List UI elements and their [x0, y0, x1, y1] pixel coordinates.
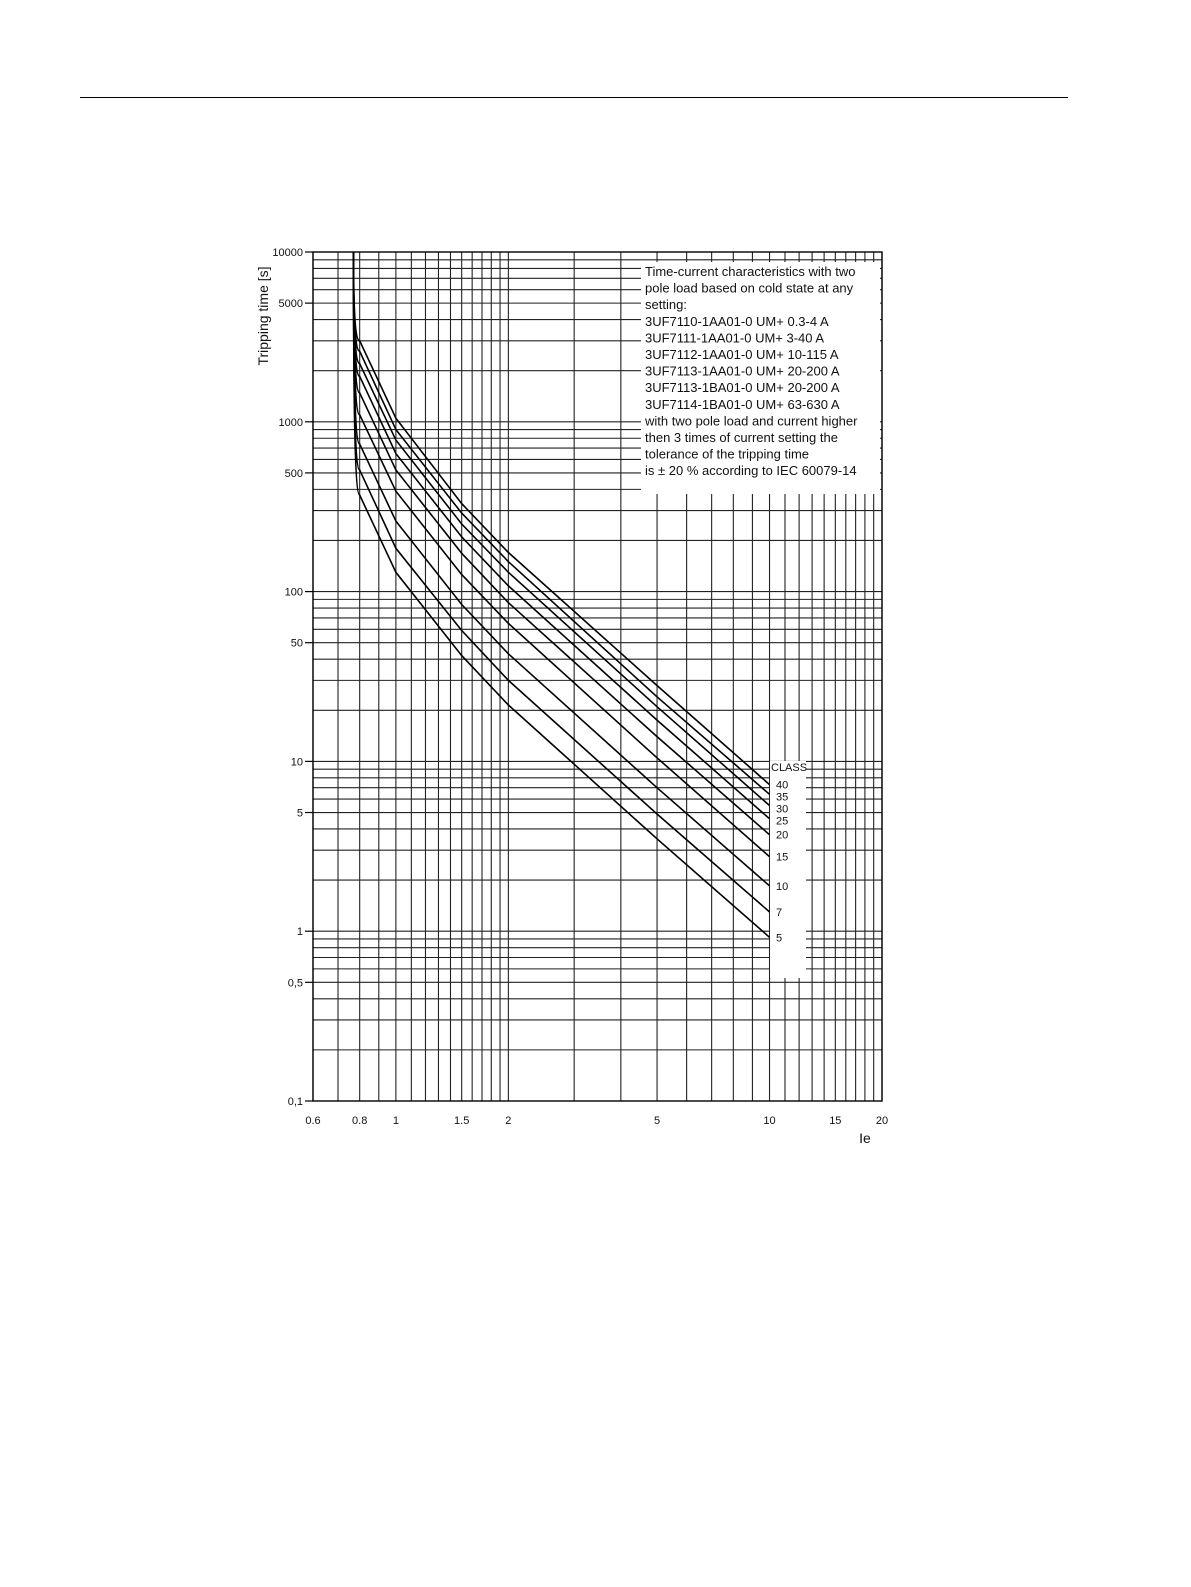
x-tick-label: 2	[505, 1115, 512, 1127]
y-tick-label: 500	[284, 467, 303, 480]
x-tick-label: 0.8	[352, 1115, 368, 1127]
annotation-line: 3UF7110-1AA01-0 UM+ 0.3-4 A	[645, 313, 829, 329]
annotation-line: 3UF7114-1BA01-0 UM+ 63-630 A	[645, 396, 840, 412]
x-tick-label: 1.5	[454, 1115, 470, 1127]
x-tick-label: 15	[829, 1115, 842, 1127]
annotation-line: tolerance of the tripping time	[645, 446, 810, 462]
y-tick-label: 100	[284, 586, 303, 599]
annotation-line: Time-current characteristics with two	[645, 264, 856, 279]
annotation-line: 3UF7112-1AA01-0 UM+ 10-115 A	[645, 347, 839, 362]
class-label-40: 40	[776, 779, 789, 792]
annotation-line: 3UF7113-1AA01-0 UM+ 20-200 A	[645, 363, 840, 379]
class-label-10: 10	[776, 880, 789, 893]
y-axis-ticks	[272, 247, 313, 1108]
annotation-line: with two pole load and current higher	[645, 413, 858, 429]
class-label-25: 25	[776, 815, 789, 828]
x-tick-label: 10	[763, 1115, 776, 1127]
x-tick-label: 0.6	[305, 1115, 321, 1127]
y-tick-label: 5	[296, 807, 303, 820]
x-tick-label: 5	[653, 1115, 661, 1127]
class-label-35: 35	[776, 791, 789, 804]
annotation-line: pole load based on cold state at any	[645, 280, 854, 296]
y-tick-label: 1	[296, 926, 303, 939]
class-label-5: 5	[776, 932, 783, 945]
class-title: CLASS	[771, 762, 808, 774]
y-tick-label: 0,1	[287, 1096, 303, 1108]
y-tick-label: 1000	[278, 416, 303, 429]
annotation-line: is ± 20 % according to IEC 60079-14	[645, 463, 857, 479]
x-axis-label: Ie	[859, 1130, 871, 1146]
y-tick-label: 10000	[272, 247, 303, 259]
x-tick-label: 20	[875, 1115, 889, 1127]
y-tick-label: 5000	[278, 298, 303, 311]
class-label-20: 20	[776, 829, 789, 842]
x-axis-ticks	[305, 1115, 888, 1127]
class-label-15: 15	[776, 851, 789, 864]
y-tick-label: 10	[290, 756, 303, 769]
x-tick-label: 1	[392, 1115, 399, 1127]
y-tick-label: 0,5	[287, 977, 303, 990]
class-label-7: 7	[776, 906, 783, 919]
y-axis-label: Tripping time [s]	[255, 266, 271, 366]
annotation-line: 3UF7113-1BA01-0 UM+ 20-200 A	[645, 380, 840, 396]
annotation-line: setting:	[645, 297, 687, 313]
y-tick-label: 50	[290, 637, 303, 650]
annotation-line: 3UF7111-1AA01-0 UM+ 3-40 A	[645, 330, 825, 346]
annotation-line: then 3 times of current setting the	[645, 430, 838, 445]
class-label-30: 30	[776, 803, 789, 816]
